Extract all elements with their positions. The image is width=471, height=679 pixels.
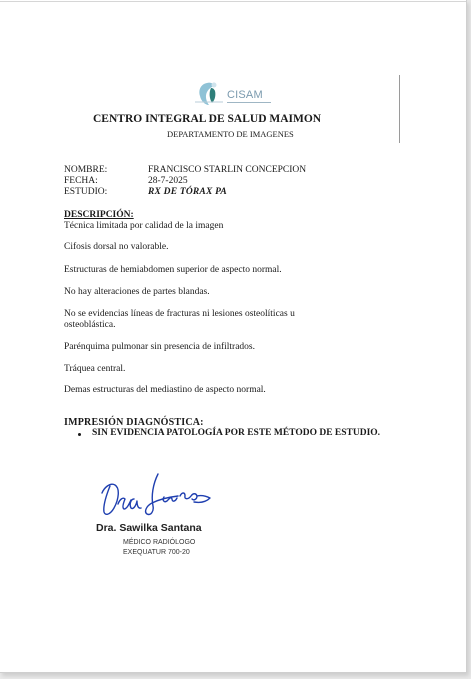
name-label: NOMBRE: xyxy=(64,165,108,175)
margin-divider xyxy=(399,75,400,143)
description-paragraph: Cifosis dorsal no valorable. xyxy=(64,242,169,252)
study-value: RX DE TÓRAX PA xyxy=(148,187,227,197)
impression-item: SIN EVIDENCIA PATOLOGÍA POR ESTE MÉTODO DE ESTUDIO. xyxy=(92,428,381,438)
signer-name: Dra. Sawilka Santana xyxy=(96,522,202,534)
date-label: FECHA: xyxy=(64,176,98,186)
signer-registration: EXEQUATUR 700-20 xyxy=(123,549,190,556)
name-value: FRANCISCO STARLIN CONCEPCION xyxy=(148,165,307,175)
institution-title: CENTRO INTEGRAL DE SALUD MAIMON xyxy=(93,113,322,125)
date-value: 28-7-2025 xyxy=(148,176,188,186)
bullet-icon xyxy=(78,433,81,436)
description-paragraph: osteoblástica. xyxy=(64,320,116,330)
description-paragraph: Estructuras de hemiabdomen superior de aspecto normal. xyxy=(64,265,282,275)
logo-text: CISAM xyxy=(227,89,263,101)
handwritten-signature xyxy=(96,466,218,522)
department-title: DEPARTAMENTO DE IMAGENES xyxy=(167,129,294,139)
description-paragraph: No se evidencias líneas de fracturas ni lesiones osteolíticas u xyxy=(64,309,295,319)
top-divider xyxy=(0,1,466,2)
signer-role: MÉDICO RADIÓLOGO xyxy=(123,539,196,546)
description-title: DESCRIPCIÓN: xyxy=(64,210,134,220)
description-paragraph: Demas estructuras del mediastino de aspecto normal. xyxy=(64,385,266,395)
description-paragraph: Tráquea central. xyxy=(64,364,126,374)
logo-underline xyxy=(227,102,271,103)
logo-figure-icon xyxy=(193,80,227,108)
cisam-logo xyxy=(193,80,273,108)
description-paragraph: Técnica limitada por calidad de la imagen xyxy=(64,221,224,231)
study-label: ESTUDIO: xyxy=(64,187,108,197)
description-paragraph: No hay alteraciones de partes blandas. xyxy=(64,287,210,297)
description-paragraph: Parénquima pulmonar sin presencia de infiltrados. xyxy=(64,342,256,352)
impression-title: IMPRESIÓN DIAGNÓSTICA: xyxy=(64,417,204,428)
